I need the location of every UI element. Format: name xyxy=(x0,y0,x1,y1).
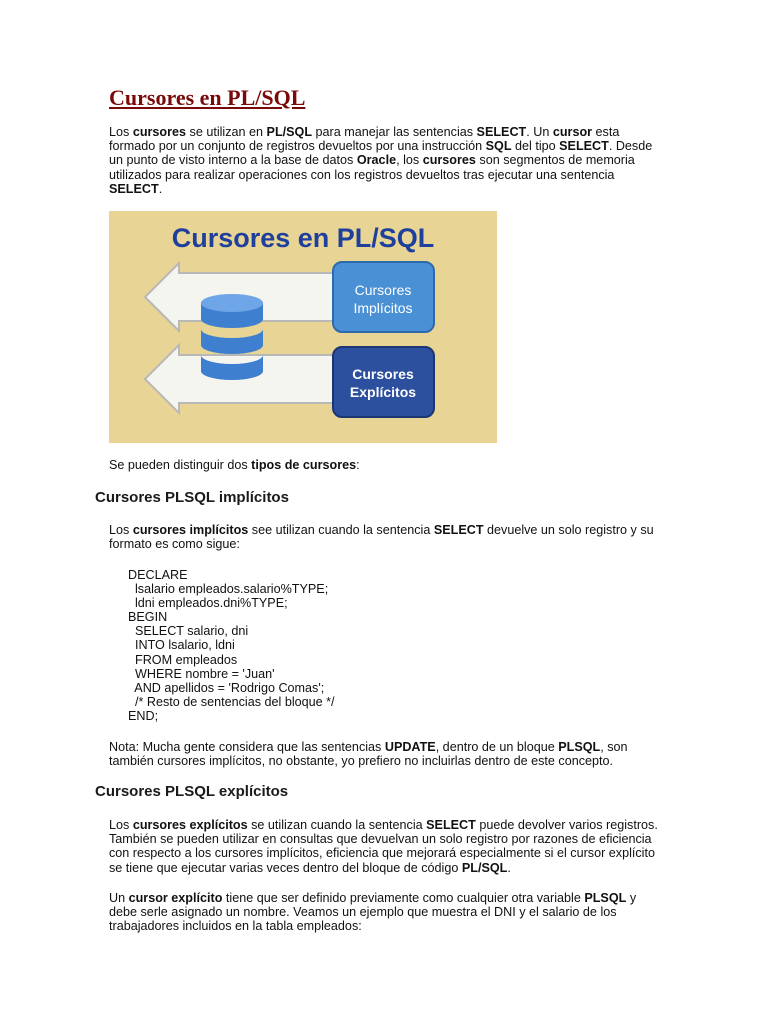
section2-paragraph-1 xyxy=(109,818,659,875)
section2-para1-run: PL/SQL xyxy=(461,860,508,875)
box1-line2: Implícitos xyxy=(353,300,413,316)
intro-run: . xyxy=(158,181,163,196)
intro-run: cursores xyxy=(422,153,476,168)
note-run: UPDATE xyxy=(384,740,436,754)
types-intro-paragraph xyxy=(109,458,669,472)
section1-para-run: devuelve un solo registro y su formato es como sigue: xyxy=(109,523,654,552)
section2-para1-run: puede devolver varios registros. También se pueden utilizar en consultas que devuelvan un solo registro por razones de eficiencia con respecto a los cursores implícitos, eficiencia que mejorará especialmente si el cursor explícito se tiene que ejecutar varias veces dentro del bloque de código xyxy=(109,818,658,875)
note-run: PLSQL xyxy=(558,740,601,754)
cursores-diagram-svg xyxy=(109,211,497,443)
intro-text xyxy=(109,125,669,196)
intro-run: del tipo xyxy=(511,139,560,154)
intro-run: . Desde un punto de visto interno a la base de datos xyxy=(109,139,653,168)
intro-run: cursores xyxy=(132,125,187,139)
note-text xyxy=(109,740,649,768)
cursores-diagram xyxy=(109,211,497,443)
section2-text-2 xyxy=(109,891,657,934)
section2-para2-run: y debe serle asignado un nombre. Veamos un ejemplo que muestra el DNI y el salario de los trabajadores incluidos en la tabla empleados: xyxy=(109,891,637,934)
section1-para-run: SELECT xyxy=(433,523,484,537)
section2-para1-run: se utilizan cuando la sentencia xyxy=(247,818,427,832)
section1-para-run: see utilizan cuando la sentencia xyxy=(248,523,434,537)
section1-para-run: Los xyxy=(109,523,133,537)
section2-text-1 xyxy=(109,818,659,875)
note-run: , dentro de un bloque xyxy=(435,740,559,754)
section1-para-run: cursores implícitos xyxy=(132,523,249,537)
intro-run: SELECT xyxy=(559,139,609,154)
section1-paragraph xyxy=(109,523,657,551)
section2-para1-run: cursores explícitos xyxy=(132,818,248,832)
section2-para2-run: PLSQL xyxy=(584,891,627,905)
section2-heading: Cursores PLSQL explícitos xyxy=(95,783,289,800)
section1-heading: Cursores PLSQL implícitos xyxy=(95,489,289,506)
intro-run: SQL xyxy=(485,139,512,154)
section2-para2-run: tiene que ser definido previamente como cualquier otra variable xyxy=(222,891,585,905)
intro-run: PL/SQL xyxy=(266,125,313,139)
note-paragraph xyxy=(109,740,649,768)
intro-run: para manejar las sentencias xyxy=(312,125,477,139)
intro-run: Los xyxy=(109,125,133,139)
section2-para1-run: Los xyxy=(109,818,133,832)
section2-paragraph-2 xyxy=(109,891,657,934)
diagram-title: Cursores en PL/SQL xyxy=(171,223,435,253)
section2-para2-run: Un xyxy=(109,891,129,905)
intro-run: cursor xyxy=(552,125,593,139)
intro-run: esta formado por un conjunto de registros devueltos por una instrucción xyxy=(109,125,620,154)
box1-line1: Cursores xyxy=(354,282,412,298)
intro-run: son segmentos de memoria utilizados para realizar operaciones con los registros devueltos tras ejecutar una sentencia xyxy=(109,153,635,182)
intro-run: . Un xyxy=(526,125,553,139)
note-run: Nota: Mucha gente considera que las sentencias xyxy=(109,740,385,754)
intro-run: Oracle xyxy=(356,153,397,168)
intro-run: , los xyxy=(396,153,423,168)
types-intro-run: Se pueden distinguir dos xyxy=(109,458,252,472)
note-run: , son también cursores implícitos, no obstante, yo prefiero no incluirlas dentro de este concepto. xyxy=(109,740,628,769)
section2-para1-run: SELECT xyxy=(426,818,476,832)
section2-para1-run: . xyxy=(507,860,511,875)
types-intro-run: tipos de cursores xyxy=(251,458,357,472)
box-cursores-explicitos xyxy=(333,347,434,417)
box2-line1: Cursores xyxy=(352,366,414,382)
page-title: Cursores en PL/SQL xyxy=(109,85,306,110)
section1-text xyxy=(109,523,657,551)
intro-run: SELECT xyxy=(109,181,159,196)
intro-run: se utilizan en xyxy=(186,125,267,139)
intro-run: SELECT xyxy=(476,125,527,139)
code-block: DECLARE lsalario empleados.salario%TYPE; ldni empleados.dni%TYPE; BEGIN SELECT salario, dni INTO lsalario, ldni FROM empleados WHERE nombre = 'Juan' AND apellidos = 'Rodrigo Comas'; /* Resto de sentencias del bloque */ END; xyxy=(128,568,335,723)
types-intro-run: : xyxy=(356,458,360,472)
box2-line2: Explícitos xyxy=(349,384,417,400)
types-intro-text xyxy=(109,458,669,472)
section2-para2-run: cursor explícito xyxy=(128,891,223,905)
intro-paragraph xyxy=(109,125,669,196)
